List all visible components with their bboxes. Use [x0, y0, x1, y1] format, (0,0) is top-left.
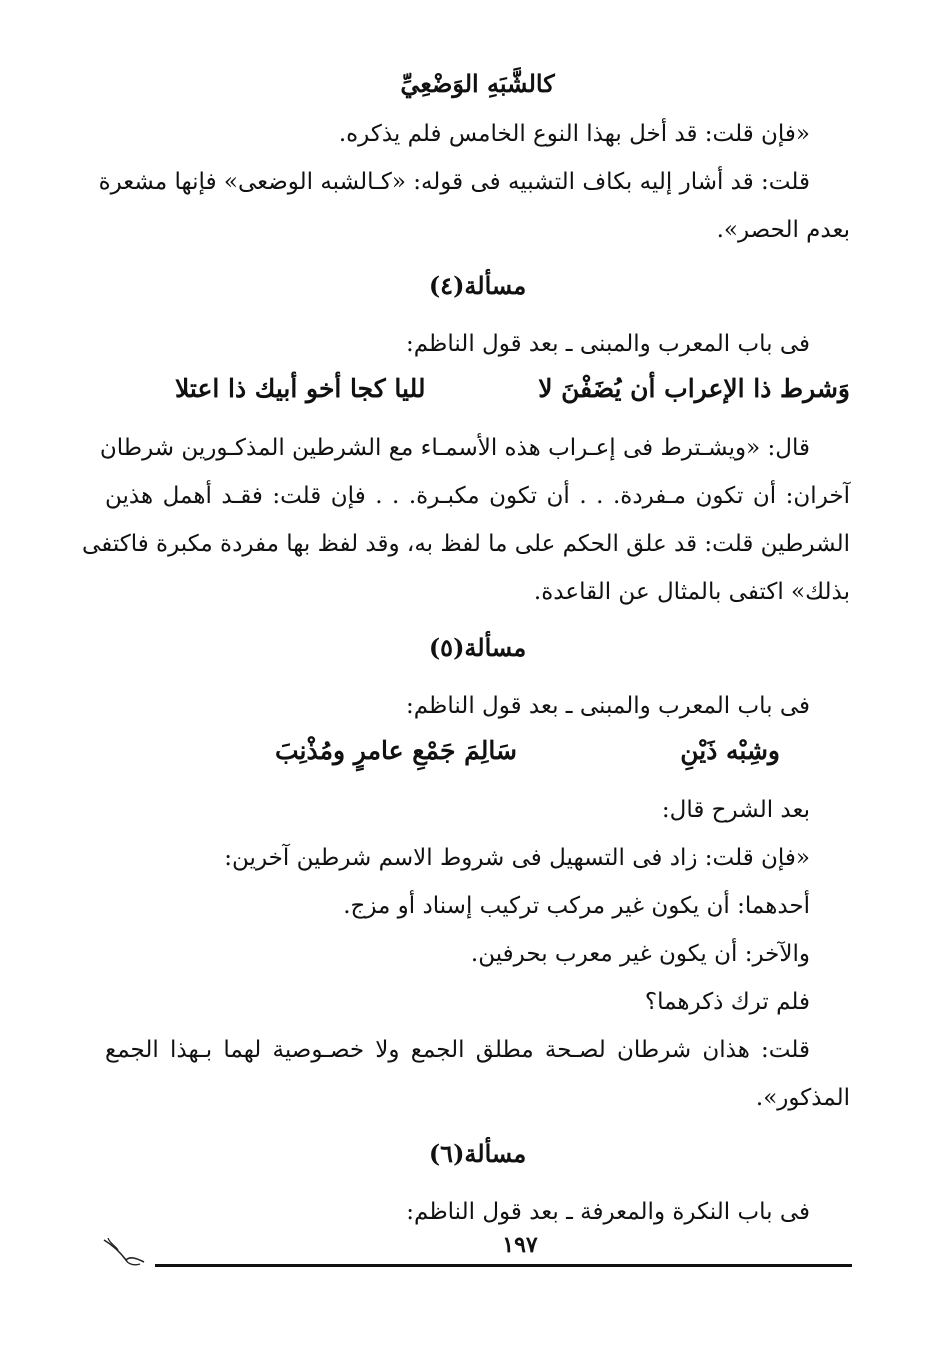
verse-first-hemistich: وشِبْه ذَيْنِ — [680, 736, 780, 765]
text-line: المذكور». — [755, 1085, 850, 1111]
text-line: «فإن قلت: زاد فى التسهيل فى شروط الاسم شرطين آخرين: — [224, 845, 810, 871]
verse-first-hemistich: وَشرط ذا الإعراب أن يُضَفْنَ لا — [538, 374, 850, 403]
text-line: آخران: أن تكون مـفردة. . . أن تكون مكبـرة. . . فإن قلت: فقـد أهمل هذين — [105, 483, 850, 509]
text-line: «فإن قلت: قد أخل بهذا النوع الخامس فلم يذكره. — [338, 121, 810, 147]
page-footer — [100, 1232, 852, 1272]
text-line: بعدم الحصر». — [716, 217, 850, 243]
text-line: بذلك» اكتفى بالمثال عن القاعدة. — [533, 579, 850, 605]
page-title: كالشَّبَهِ الوَضْعِيِّ — [400, 69, 555, 98]
verse-second-hemistich: سَالِمَ جَمْعِ عامرٍ ومُذْنِبَ — [275, 736, 517, 765]
text-line: فى باب المعرب والمبنى ـ بعد قول الناظم: — [406, 331, 810, 357]
text-line: قلت: قد أشار إليه بكاف التشبيه فى قوله: «كـالشبه الوضعى» فإنها مشعرة — [98, 169, 810, 195]
text-line: والآخر: أن يكون غير معرب بحرفين. — [470, 941, 810, 967]
text-line: قلت: هذان شرطان لصـحة مطلق الجمع ولا خصـوصية لهما بـهذا الجمع — [105, 1037, 810, 1063]
text-column — [82, 58, 850, 1236]
section-heading: مسألة(٦) — [428, 1139, 527, 1168]
text-line: أحدهما: أن يكون غير مركب تركيب إسناد أو مزج. — [343, 893, 810, 919]
text-line: فلم ترك ذكرهما؟ — [644, 989, 810, 1015]
text-line: قال: «ويشـترط فى إعـراب هذه الأسمـاء مع الشرطين المذكـورين شرطان — [99, 435, 810, 461]
text-line: فى باب المعرب والمبنى ـ بعد قول الناظم: — [406, 693, 810, 719]
section-heading: مسألة(٤) — [428, 271, 527, 300]
footer-rule — [155, 1264, 852, 1267]
section-heading: مسألة(٥) — [428, 633, 527, 662]
page-number: ١٩٧ — [502, 1232, 538, 1258]
verse-second-hemistich: لليا كجا أخو أبيك ذا اعتلا — [175, 374, 426, 403]
text-line: فى باب النكرة والمعرفة ـ بعد قول الناظم: — [406, 1199, 810, 1225]
text-line: بعد الشرح قال: — [661, 797, 810, 823]
verse — [105, 730, 850, 786]
verse — [105, 368, 850, 424]
quill-pen-icon — [100, 1236, 150, 1272]
text-line: الشرطين قلت: قد علق الحكم على ما لفظ به، وقد لفظ بها مفردة مكبرة فاكتفى — [82, 531, 850, 557]
